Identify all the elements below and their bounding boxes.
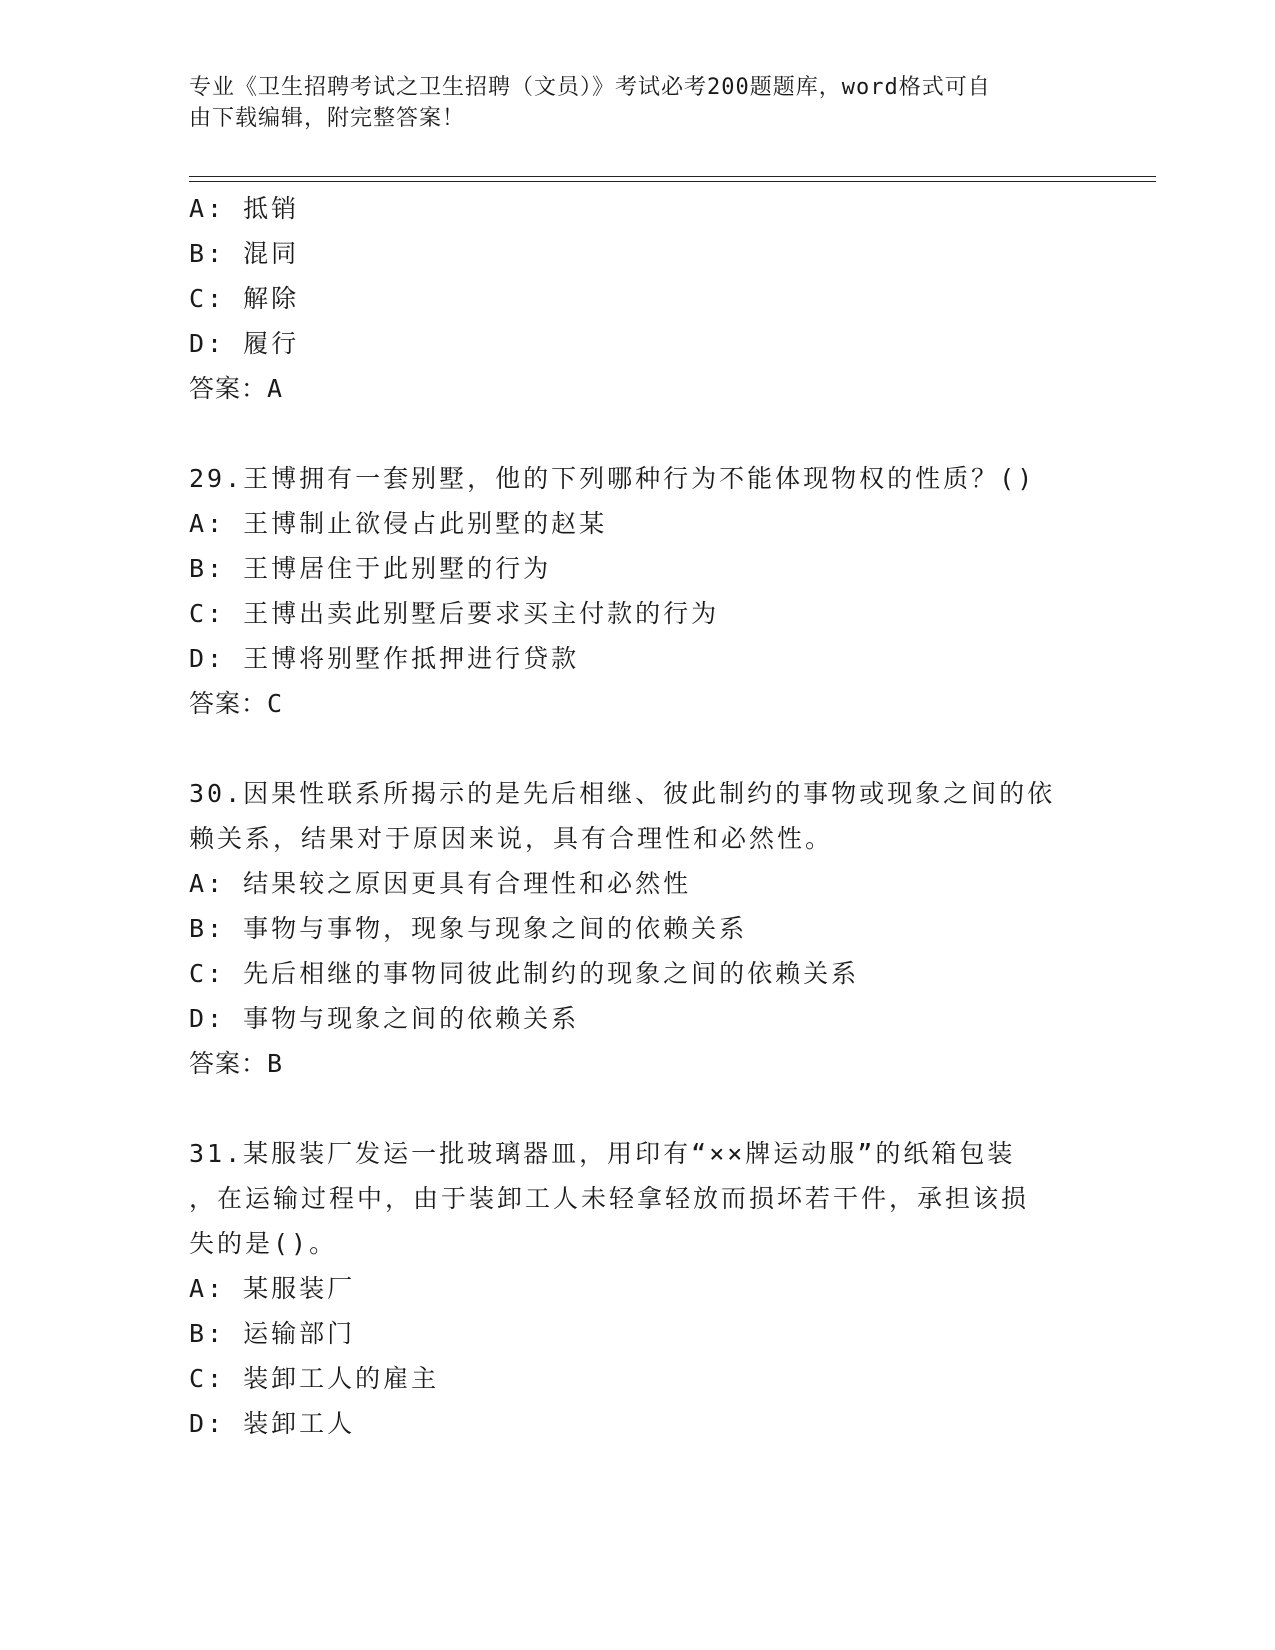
q31-stem-line-1: 31.某服装厂发运一批玻璃器皿，用印有“××牌运动服”的纸箱包装: [189, 1139, 1016, 1168]
header-divider-top: [189, 176, 1156, 177]
q29-option-b: B: 王博居住于此别墅的行为: [189, 554, 552, 583]
q28-option-b: B: 混同: [189, 239, 300, 268]
q28-answer: 答案：A: [189, 374, 284, 403]
q31-option-a: A: 某服装厂: [189, 1274, 356, 1303]
q29-option-a: A: 王博制止欲侵占此别墅的赵某: [189, 509, 608, 538]
header-divider-bottom: [189, 181, 1156, 182]
q31-option-c: C: 装卸工人的雇主: [189, 1364, 440, 1393]
q30-answer: 答案：B: [189, 1049, 284, 1078]
q31-option-d: D: 装卸工人: [189, 1409, 356, 1438]
document-header: [189, 72, 1079, 134]
q30-stem-line-2: 赖关系，结果对于原因来说，具有合理性和必然性。: [189, 824, 834, 853]
q29-stem-line-1: 29.王博拥有一套别墅，他的下列哪种行为不能体现物权的性质？(): [189, 464, 1036, 493]
q28-option-c: C: 解除: [189, 284, 300, 313]
q29-option-c: C: 王博出卖此别墅后要求买主付款的行为: [189, 599, 720, 628]
q30-option-b: B: 事物与事物，现象与现象之间的依赖关系: [189, 914, 748, 943]
q30-option-c: C: 先后相继的事物同彼此制约的现象之间的依赖关系: [189, 959, 860, 988]
header-line-2: 由下载编辑，附完整答案！: [189, 106, 466, 131]
q30-stem-line-1: 30.因果性联系所揭示的是先后相继、彼此制约的事物或现象之间的依: [189, 779, 1056, 808]
q29-option-d: D: 王博将别墅作抵押进行贷款: [189, 644, 580, 673]
q31-stem-line-3: 失的是()。: [189, 1229, 338, 1258]
q31-stem-line-2: ，在运输过程中，由于装卸工人未轻拿轻放而损坏若干件，承担该损: [189, 1184, 1030, 1213]
q31-option-b: B: 运输部门: [189, 1319, 356, 1348]
q28-option-d: D: 履行: [189, 329, 300, 358]
q29-answer: 答案：C: [189, 689, 284, 718]
header-line-1: 专业《卫生招聘考试之卫生招聘（文员）》考试必考200题题库，word格式可自: [189, 75, 991, 100]
q28-option-a: A: 抵销: [189, 194, 300, 223]
q30-option-a: A: 结果较之原因更具有合理性和必然性: [189, 869, 692, 898]
q30-option-d: D: 事物与现象之间的依赖关系: [189, 1004, 580, 1033]
